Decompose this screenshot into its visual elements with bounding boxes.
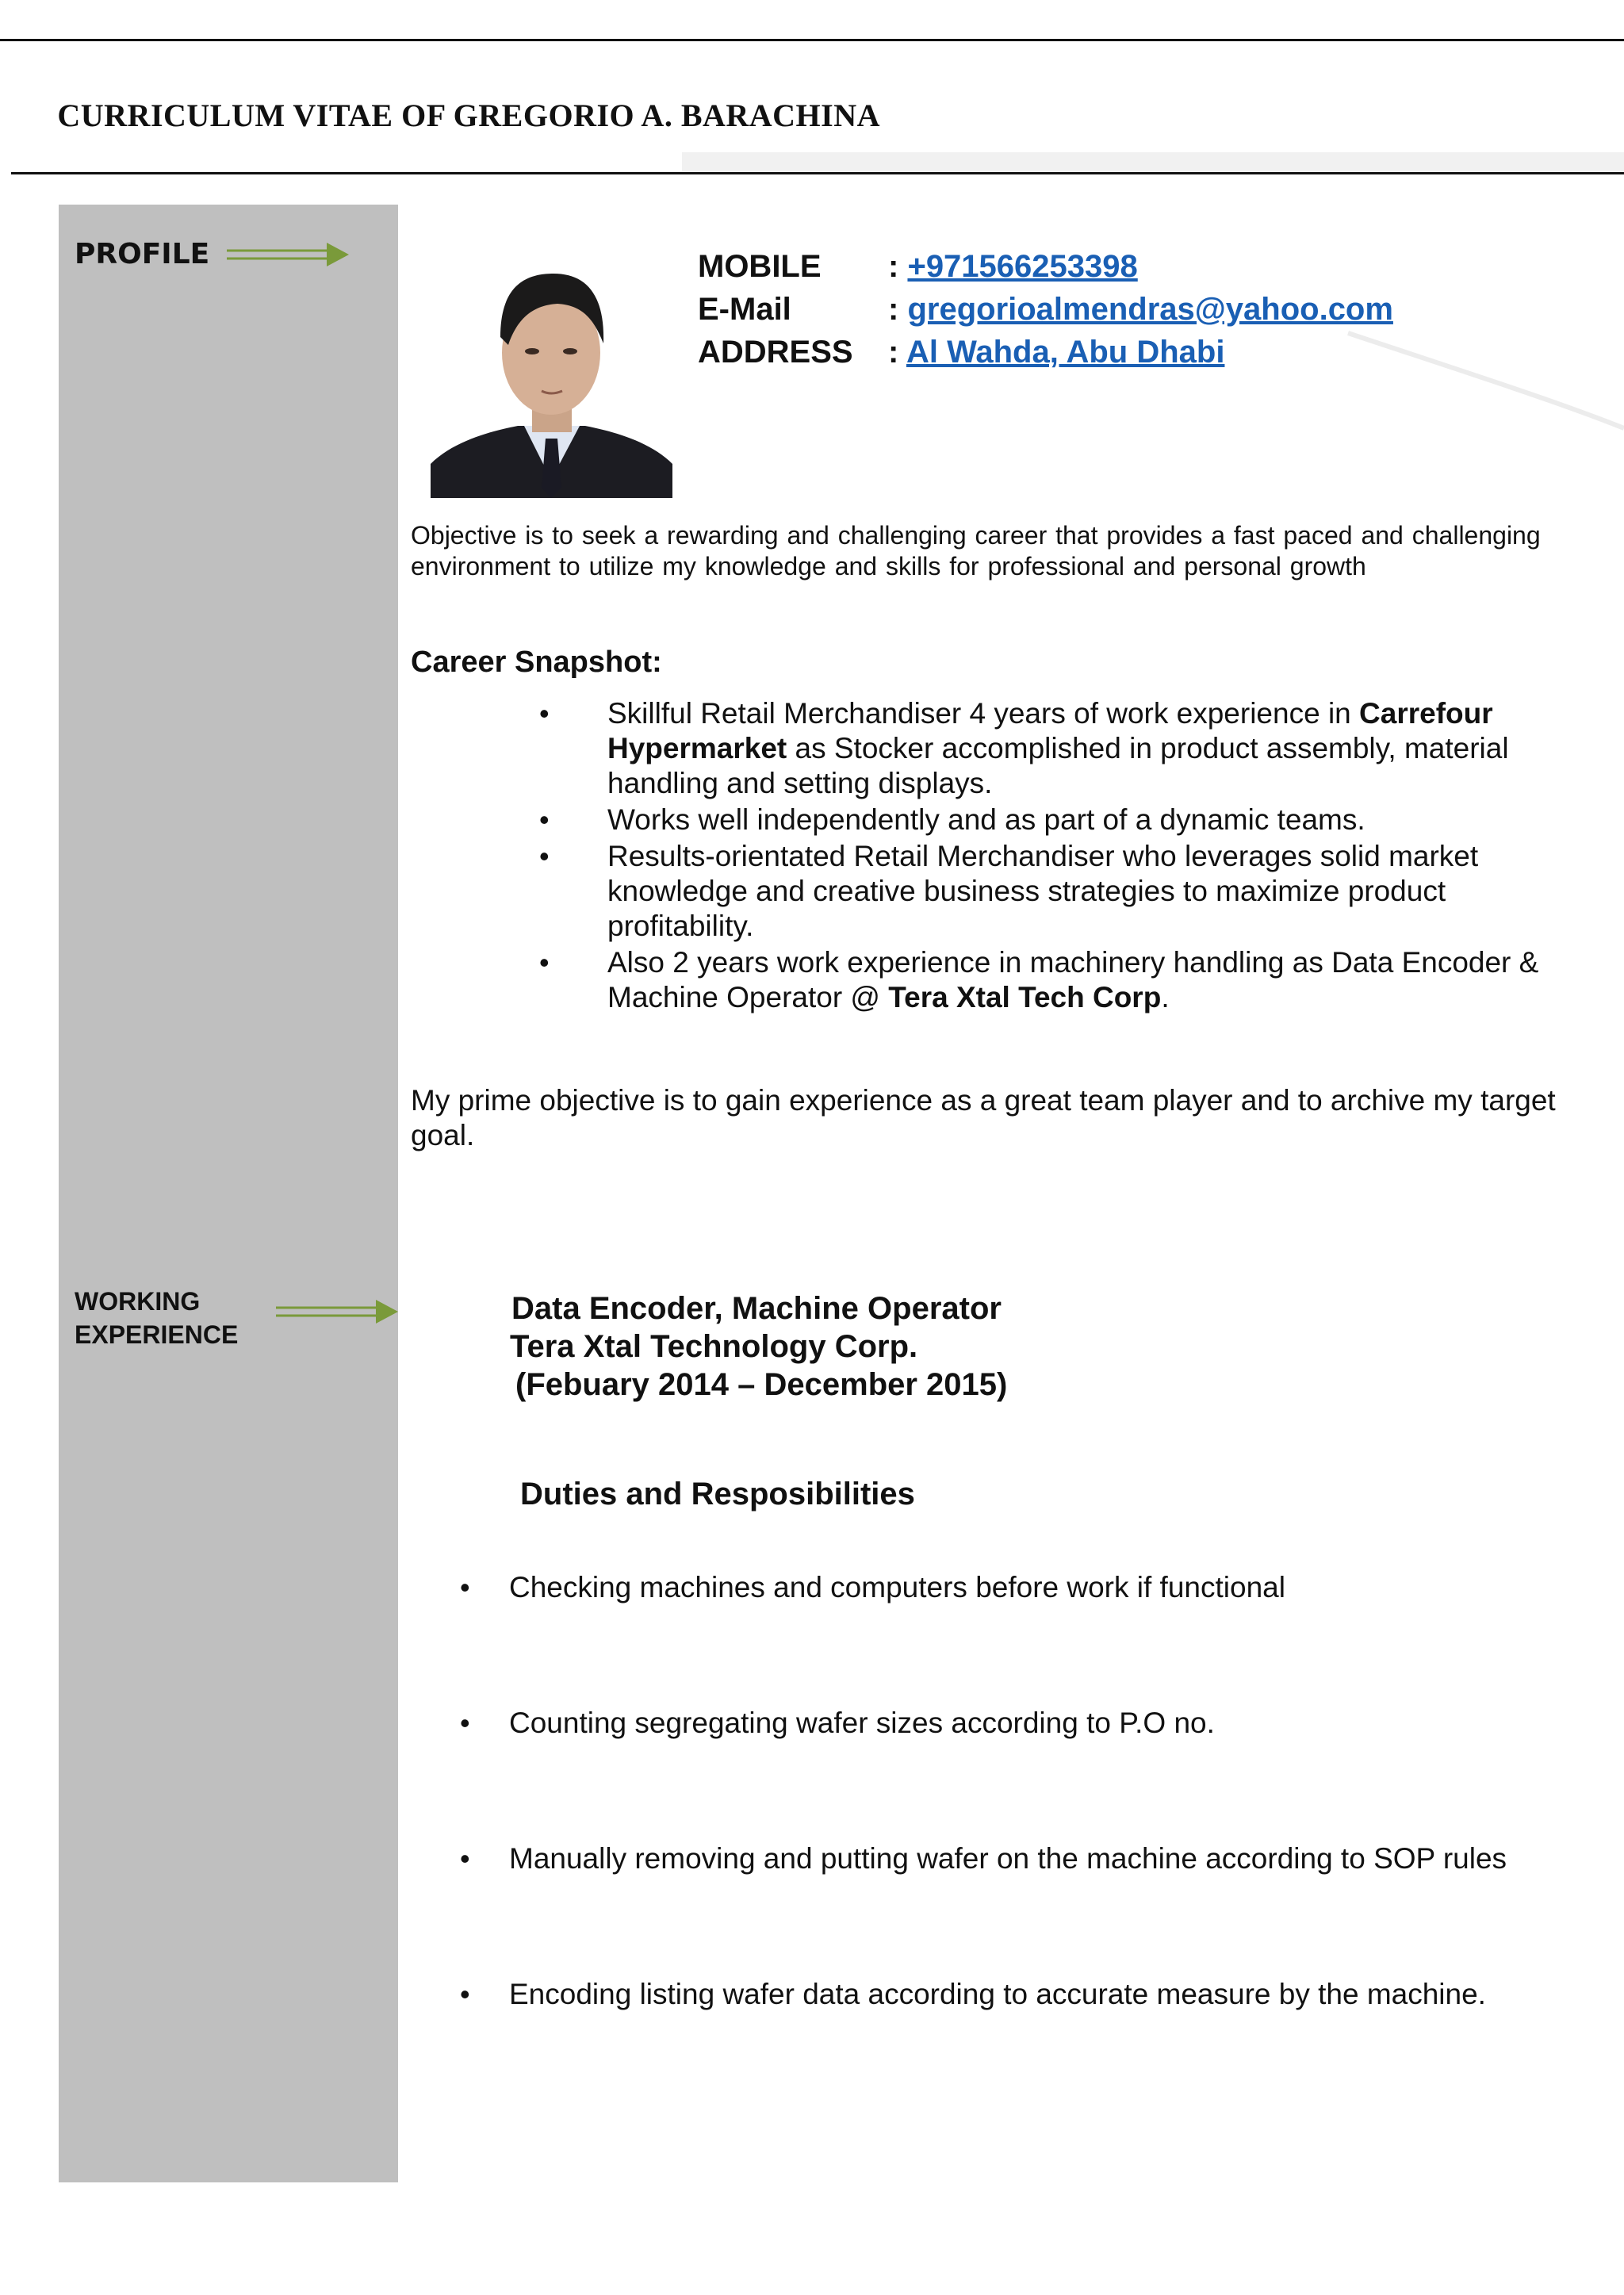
separator: :	[888, 335, 899, 370]
title-underline	[11, 172, 1624, 174]
list-item: • Manually removing and putting wafer on the machine according to SOP rules	[460, 1841, 1602, 1977]
address-row	[698, 335, 1224, 370]
duties-list	[460, 1570, 1602, 2113]
working-label-line2: EXPERIENCE	[75, 1320, 239, 1349]
list-item: • Encoding listing wafer data according to accurate measure by the machine.	[460, 1977, 1602, 2113]
job-period: (Febuary 2014 – December 2015)	[515, 1367, 1008, 1402]
document-title: CURRICULUM VITAE OF GREGORIO A. BARACHINA	[57, 98, 880, 133]
duties-heading: Duties and Resposibilities	[520, 1477, 915, 1511]
sidebar	[59, 205, 398, 2182]
profile-label: PROFILE	[75, 238, 210, 270]
working-experience-label	[75, 1285, 281, 1351]
mobile-label: MOBILE	[698, 249, 822, 284]
list-item: • Counting segregating wafer sizes according to P.O no.	[460, 1706, 1602, 1841]
list-item: • Also 2 years work experience in machinery handling as Data Encoder & Machine Operator @ Tera Xtal Tech Corp.	[539, 945, 1586, 1015]
address-link[interactable]: Al Wahda, Abu Dhabi	[906, 335, 1225, 370]
arrow-right-icon	[274, 1297, 401, 1331]
separator: :	[888, 249, 899, 284]
list-item: • Checking machines and computers before work if functional	[460, 1570, 1602, 1706]
working-label-line1: WORKING	[75, 1287, 201, 1316]
email-label: E-Mail	[698, 292, 791, 327]
top-rule	[0, 39, 1624, 41]
address-label: ADDRESS	[698, 335, 853, 370]
prime-objective-text: My prime objective is to gain experience as a great team player and to archive my target goal.	[411, 1084, 1556, 1151]
career-snapshot-heading: Career Snapshot:	[411, 646, 662, 679]
mobile-row	[698, 249, 1138, 285]
objective-text: Objective is to seek a rewarding and challenging career that provides a fast paced and challenging environment to utilize my knowledge and skills for professional and personal growth	[411, 521, 1541, 580]
arrow-right-icon	[225, 239, 352, 274]
email-row	[698, 292, 1393, 328]
list-item: • Skillful Retail Merchandiser 4 years of work experience in Carrefour Hypermarket as Stocker accomplished in product assembly, material handling and setting displays.	[539, 696, 1586, 801]
email-link[interactable]: gregorioalmendras@yahoo.com	[907, 292, 1393, 327]
job-title: Data Encoder, Machine Operator	[511, 1291, 1002, 1326]
list-item: • Works well independently and as part of a dynamic teams.	[539, 803, 1586, 837]
list-item: • Results-orientated Retail Merchandiser who leverages solid market knowledge and creative business strategies to maximize product profitability.	[539, 839, 1586, 944]
profile-photo	[431, 250, 672, 498]
separator: :	[888, 292, 899, 327]
job-company: Tera Xtal Technology Corp.	[510, 1329, 918, 1364]
career-snapshot-list	[539, 696, 1586, 1017]
mobile-link[interactable]: +971566253398	[907, 249, 1138, 284]
